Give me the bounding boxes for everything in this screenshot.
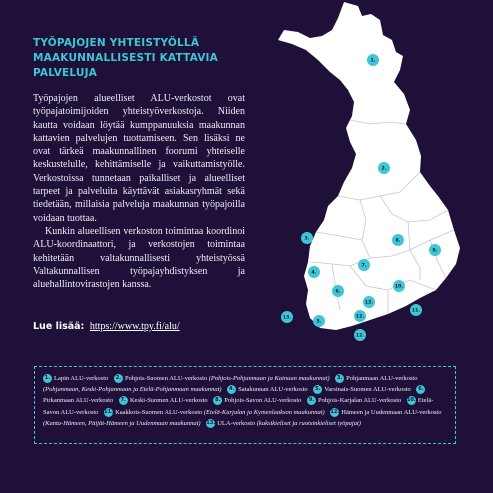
map-marker-8 [392, 234, 404, 246]
legend-note: (Etelä-Karjalan ja Kymenlaakson maakunnat) [203, 408, 325, 416]
legend-item [206, 420, 361, 427]
svg-text:12.: 12. [364, 300, 374, 306]
legend-name: Hämeen ja Uudenmaan ALU-verkosto [341, 408, 442, 416]
legend-number: 2. [115, 375, 122, 382]
legend-name: Keski-Suomen ALU-verkosto [129, 397, 208, 405]
svg-text:5.: 5. [316, 319, 322, 325]
finland-outline [278, 2, 460, 330]
legend-number: 7. [120, 397, 127, 404]
legend-number: 13. [206, 419, 216, 426]
svg-text:6.: 6. [335, 289, 341, 295]
legend-name: Pohjois-Suomen ALU-verkosto [124, 375, 208, 382]
map-marker-5 [313, 315, 325, 327]
svg-text:2.: 2. [381, 166, 387, 172]
map-marker-4 [308, 266, 320, 278]
read-more-link[interactable]: https://www.tpy.fi/alu/ [89, 321, 180, 332]
svg-text:10.: 10. [394, 284, 404, 290]
legend-item [313, 386, 410, 393]
legend-item [104, 409, 325, 416]
svg-text:12.: 12. [355, 314, 365, 320]
legend-note: (kaksikieliset ja ruotsinkieliset työpajat) [256, 419, 361, 427]
legend-name: Etelä-Savon ALU-verkosto [43, 397, 434, 416]
legend-item [213, 397, 301, 404]
legend-note: (Pohjois-Pohjanmaan ja Kainuun maakunnat) [208, 375, 330, 382]
legend-number: 4. [228, 386, 235, 393]
svg-text:13.: 13. [282, 315, 292, 321]
map-marker-7 [358, 259, 370, 271]
map-marker-2 [378, 162, 390, 174]
svg-text:3.: 3. [304, 236, 310, 242]
map-marker-12b [354, 310, 366, 322]
heading-line-1: TYÖPAJOJEN YHTEISTYÖLLÄ [33, 37, 200, 49]
map-legend [34, 366, 456, 444]
legend-note: (Pohjanmaan, Keski-Pohjanmaan ja Etelä-Pohjanmaan maakunnat) [43, 386, 222, 394]
legend-number: 3. [336, 375, 343, 382]
legend-number: 12. [330, 408, 340, 415]
read-more [33, 321, 180, 332]
intro-paragraph-1: Työpajojen alueelliset ALU-verkostot ovat työpajatoimijoiden yhteistyöverkostoja. Niiden kautta voidaan löytää kumppanuuksia maakunnan kattavien palvelujen tuottamiseen. Sen lisäksi ne ovat tärkeä maakunnallinen foorumi yhteiselle keskustelulle, kehittämiselle ja vaikuttamistyölle. Verkostoissa tunnetaan paikalliset ja alueelliset tarpeet ja palveluita käyttävät asiakasryhmät sekä tiedetään, millaisia palveluja maakunnan työpajoilla voidaan tuottaa. [33, 93, 245, 224]
map-marker-12a [363, 296, 375, 308]
read-more-label: Lue lisää: [33, 321, 85, 332]
svg-text:7.: 7. [361, 263, 367, 269]
legend-name: ULA-verkosto [217, 419, 256, 427]
legend-item [114, 375, 330, 382]
map-marker-11 [410, 304, 422, 316]
legend-number: 9. [308, 397, 315, 404]
map-marker-3 [301, 232, 313, 244]
map-marker-6 [332, 285, 344, 297]
legend-name: Lapin ALU-verkosto [54, 375, 109, 382]
svg-text:4.: 4. [311, 270, 317, 276]
legend-item [227, 386, 308, 393]
svg-text:12.: 12. [355, 333, 365, 339]
legend-number: 1. [44, 375, 51, 382]
legend-number: 10. [406, 397, 416, 404]
legend-item [43, 375, 108, 382]
legend-number: 11. [104, 408, 113, 415]
legend-item [119, 397, 208, 404]
legend-name: Varsinais-Suomen ALU-verkosto [324, 386, 411, 394]
legend-name: Satakunnan ALU-verkosto [238, 386, 308, 394]
map-marker-13 [281, 311, 293, 323]
svg-text:9.: 9. [432, 248, 438, 254]
legend-number: 8. [215, 397, 221, 404]
svg-text:8.: 8. [395, 238, 401, 244]
finland-region-map [270, 0, 493, 360]
svg-text:1.: 1. [370, 58, 376, 64]
intro-paragraph-2: Kunkin alueellisen verkoston toimintaa koordinoi ALU-koordinaattori, ja verkostojen toimintaa kehitetään valtakunnallisesti yhteistyössä Valtakunnallisen työpajayhdistyksen ja aluehallintovirastojen kanssa. [33, 225, 245, 291]
page-heading [33, 36, 253, 81]
intro-text [33, 92, 245, 291]
map-marker-12c [354, 329, 366, 341]
heading-line-3: PALVELUJA [33, 67, 98, 79]
heading-line-2: MAAKUNNALLISESTI KATTAVIA [33, 52, 218, 64]
legend-item [307, 397, 401, 404]
legend-name: Pohjois-Savon ALU-verkosto [224, 397, 302, 405]
legend-name: Pohjanmaan ALU-verkosto [346, 375, 418, 382]
svg-text:11.: 11. [411, 308, 421, 314]
legend-name: Kaakkois-Suomen ALU-verkosto [115, 408, 203, 416]
map-marker-1 [367, 54, 379, 66]
legend-name: Pohjois-Karjalan ALU-verkosto [318, 397, 402, 405]
map-marker-9 [429, 244, 441, 256]
legend-number: 6. [418, 386, 424, 393]
legend-number: 5. [315, 386, 321, 393]
legend-note: (Kanta-Hämeen, Päijät-Hämeen ja Uudenmaan maakunnat) [43, 419, 201, 427]
map-marker-10 [393, 280, 405, 292]
legend-name: Pirkanmaan ALU-verkosto [43, 397, 114, 405]
